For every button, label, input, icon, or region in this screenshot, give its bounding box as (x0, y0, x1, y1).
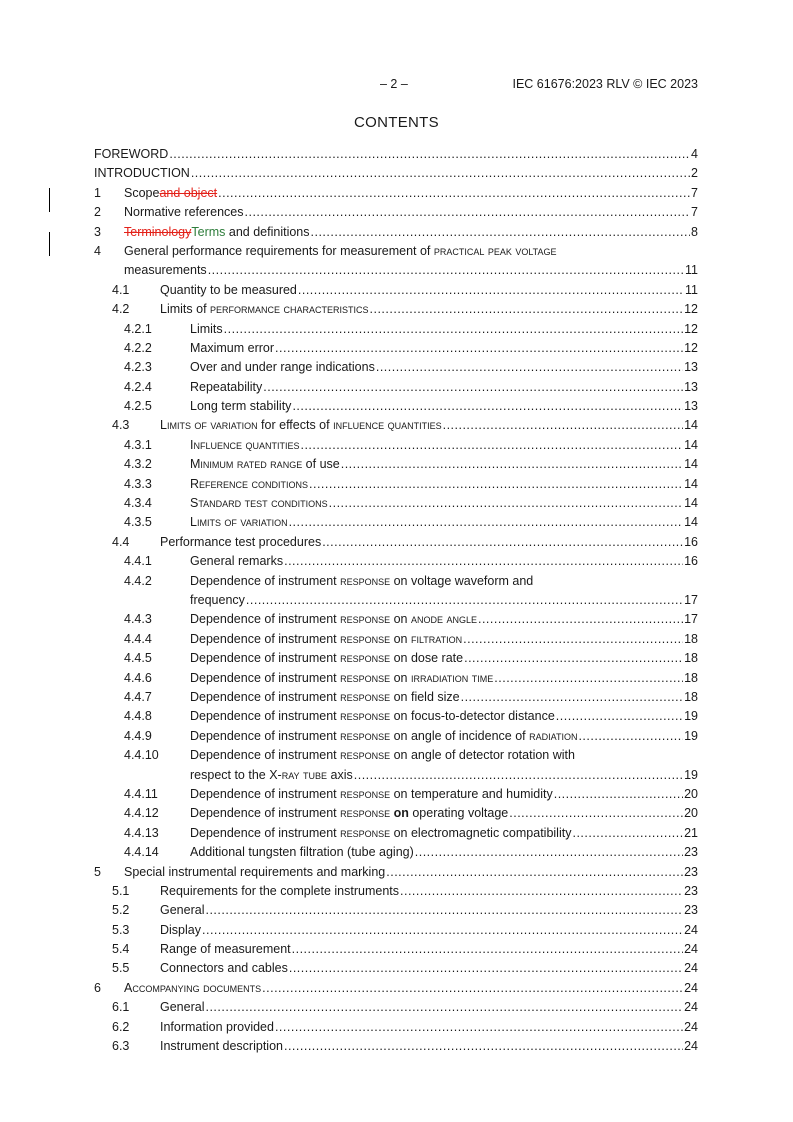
page-ref: 2 (691, 166, 698, 181)
page-ref: 7 (691, 205, 698, 220)
section-number: 4.4.3 (124, 612, 152, 627)
page-ref: 24 (684, 922, 698, 937)
page-ref: 14 (684, 476, 698, 491)
page-ref: 4 (691, 147, 698, 161)
page-ref: 11 (685, 263, 698, 278)
toc-entry-4-2-5[interactable]: 4.2.5 Long term stability ..... 13 (94, 397, 698, 416)
toc-entry-4-4-13[interactable]: 4.4.13 Dependence of instrument response on electromagnetic compatibility ..... 21 (94, 824, 698, 843)
page-ref: 12 (684, 340, 698, 355)
page-ref: 21 (684, 825, 698, 840)
section-number: 4.3.3 (124, 476, 152, 491)
section-number: 4.4.8 (124, 709, 152, 724)
section-number: 4.4.12 (124, 806, 159, 821)
toc-entry-5-5[interactable]: 5.5 Connectors and cables ..... 24 (94, 959, 698, 978)
page-ref: 11 (685, 282, 698, 297)
section-number: 4.1 (112, 282, 130, 297)
section-number: 6.3 (112, 1039, 130, 1054)
page-ref: 24 (684, 942, 698, 957)
toc-entry-4-4-8[interactable]: 4.4.8 Dependence of instrument response on focus-to-detector distance ..... 19 (94, 707, 698, 726)
page-ref: 24 (684, 980, 698, 995)
page-ref: 23 (684, 864, 698, 879)
toc-entry-4-4-4[interactable]: 4.4.4 Dependence of instrument response on filtration ..... 18 (94, 630, 698, 649)
page-ref: 12 (684, 302, 698, 317)
section-number: 5.5 (112, 961, 130, 976)
toc-entry-4-4-12[interactable]: 4.4.12 Dependence of instrument response on operating voltage ..... 20 (94, 804, 698, 823)
page-ref: 16 (684, 534, 698, 549)
page-ref: 13 (684, 379, 698, 394)
section-number: 4.4.9 (124, 728, 152, 743)
page-title: CONTENTS (354, 114, 439, 131)
section-number: 4.4.5 (124, 651, 152, 666)
section-number: 6 (94, 980, 101, 995)
toc-entry-4-4-1[interactable]: 4.4.1 General remarks ..... 16 (94, 552, 698, 571)
page-ref: 7 (691, 185, 698, 200)
page-ref: 19 (684, 709, 698, 724)
page-ref: 13 (684, 399, 698, 414)
toc-entry-4-4[interactable]: 4.4 Performance test procedures ..... 16 (94, 533, 698, 552)
section-number: 4.4.4 (124, 631, 152, 646)
toc-entry-4-4-9[interactable]: 4.4.9 Dependence of instrument response on angle of incidence of radiation ..... 19 (94, 727, 698, 746)
page-ref: 8 (691, 224, 698, 239)
page-number: – 2 – (380, 77, 408, 91)
page-ref: 20 (684, 806, 698, 821)
section-number: 1 (94, 185, 101, 200)
section-number: 4.3.2 (124, 457, 152, 472)
page-ref: 18 (684, 689, 698, 704)
toc-entry-4-2[interactable]: 4.2 Limits of performance characteristics ..... 12 (94, 300, 698, 319)
page-ref: 19 (684, 767, 698, 782)
toc-entry-4-3-4[interactable]: 4.3.4 Standard test conditions ..... 14 (94, 494, 698, 513)
toc-entry-4-4-3[interactable]: 4.4.3 Dependence of instrument response on anode angle ..... 17 (94, 610, 698, 629)
page-ref: 18 (684, 651, 698, 666)
section-number: 6.2 (112, 1019, 130, 1034)
toc-entry-5-4[interactable]: 5.4 Range of measurement ..... 24 (94, 940, 698, 959)
section-number: 4.2 (112, 302, 130, 317)
deleted-text: and object (159, 185, 218, 200)
page-ref: 24 (684, 961, 698, 976)
page-ref: 23 (684, 903, 698, 918)
toc-entry-4-2-3[interactable]: 4.2.3 Over and under range indications ..... 13 (94, 358, 698, 377)
page-ref: 14 (684, 437, 698, 452)
section-number: 4.2.4 (124, 379, 152, 394)
section-number: 4.3.5 (124, 515, 152, 530)
toc-entry-3[interactable]: 3 Terminology Terms and definitions ..... 8 (94, 223, 698, 242)
page-ref: 13 (684, 360, 698, 375)
section-number: 4.4.2 (124, 573, 152, 588)
page-ref: 16 (684, 554, 698, 569)
section-number: 6.1 (112, 1000, 130, 1015)
page-ref: 14 (684, 496, 698, 511)
toc-entry-6[interactable]: 6 Accompanying documents ..... 24 (94, 979, 698, 998)
toc-entry-4-3-2[interactable]: 4.3.2 Minimum rated range of use ..... 14 (94, 455, 698, 474)
toc-entry-4-4-6[interactable]: 4.4.6 Dependence of instrument response on irradiation time ..... 18 (94, 669, 698, 688)
page-ref: 24 (684, 1000, 698, 1015)
section-number: 4.4.11 (124, 786, 158, 801)
section-number: 4.4.13 (124, 825, 159, 840)
section-number: 5.3 (112, 922, 130, 937)
inserted-text: Terms (191, 224, 226, 239)
toc-entry-5-3[interactable]: 5.3 Display ..... 24 (94, 921, 698, 940)
section-number: 4.2.5 (124, 399, 152, 414)
toc-entry-4-3-3[interactable]: 4.3.3 Reference conditions ..... 14 (94, 475, 698, 494)
section-number: 5.2 (112, 903, 130, 918)
toc-entry-4-4-11[interactable]: 4.4.11 Dependence of instrument response on temperature and humidity ..... 20 (94, 785, 698, 804)
page-ref: 18 (684, 670, 698, 685)
change-bar (49, 188, 50, 212)
section-number: 4 (94, 243, 101, 258)
section-number: 4.3 (112, 418, 130, 433)
section-number: 5 (94, 864, 101, 879)
page-ref: 14 (684, 457, 698, 472)
document-id: IEC 61676:2023 RLV © IEC 2023 (512, 77, 698, 91)
section-number: 2 (94, 205, 101, 220)
page-ref: 14 (684, 515, 698, 530)
section-number: 4.3.4 (124, 496, 152, 511)
page-ref: 20 (684, 786, 698, 801)
toc-entry-6-2[interactable]: 6.2 Information provided ..... 24 (94, 1018, 698, 1037)
toc-entry-4-3-1[interactable]: 4.3.1 Influence quantities ..... 14 (94, 436, 698, 455)
page-ref: 23 (684, 845, 698, 860)
section-number: 4.4.14 (124, 845, 159, 860)
page-ref: 19 (684, 728, 698, 743)
toc-entry-foreword[interactable]: FOREWORD ..... 4 (94, 145, 698, 164)
page-ref: 24 (684, 1019, 698, 1034)
section-number: 4.2.2 (124, 340, 152, 355)
section-number: 5.4 (112, 942, 130, 957)
toc-entry-4-2-4[interactable]: 4.2.4 Repeatability ..... 13 (94, 378, 698, 397)
section-number: 4.4 (112, 534, 130, 549)
section-number: 5.1 (112, 883, 130, 898)
section-number: 4.2.3 (124, 360, 152, 375)
section-number: 4.4.10 (124, 748, 159, 763)
toc-entry-4-3[interactable]: 4.3 Limits of variation for effects of influence quantities ..... 14 (94, 416, 698, 435)
toc-entry-introduction[interactable]: INTRODUCTION ..... 2 (94, 164, 698, 183)
toc-entry-4-1[interactable]: 4.1 Quantity to be measured ..... 11 (94, 281, 698, 300)
page-ref: 14 (684, 418, 698, 433)
toc-entry-2[interactable]: 2 Normative references ..... 7 (94, 203, 698, 222)
section-number: 4.3.1 (124, 437, 152, 452)
page-ref: 24 (684, 1039, 698, 1054)
toc-entry-4[interactable]: 4 General performance requirements for measurement of practical peak voltage measurements ..... 11 (94, 242, 698, 281)
table-of-contents (94, 145, 698, 1056)
section-number: 4.4.7 (124, 689, 152, 704)
toc-entry-5[interactable]: 5 Special instrumental requirements and marking ..... 23 (94, 863, 698, 882)
change-bar (49, 232, 50, 256)
page-ref: 17 (684, 612, 698, 627)
toc-entry-4-2-1[interactable]: 4.2.1 Limits ..... 12 (94, 320, 698, 339)
toc-entry-5-1[interactable]: 5.1 Requirements for the complete instruments ..... 23 (94, 882, 698, 901)
section-number: 4.2.1 (124, 321, 152, 336)
page-ref: 12 (684, 321, 698, 336)
section-number: 4.4.1 (124, 554, 152, 569)
toc-entry-4-4-5[interactable]: 4.4.5 Dependence of instrument response on dose rate ..... 18 (94, 649, 698, 668)
toc-entry-4-4-10[interactable]: 4.4.10 Dependence of instrument response on angle of detector rotation with respect to the X- ray tube axis ..... 19 (94, 746, 698, 785)
deleted-text: Terminology (124, 224, 192, 239)
section-number: 3 (94, 224, 101, 239)
toc-entry-6-3[interactable]: 6.3 Instrument description ..... 24 (94, 1037, 698, 1056)
toc-entry-4-4-7[interactable]: 4.4.7 Dependence of instrument response on field size ..... 18 (94, 688, 698, 707)
toc-entry-1[interactable]: 1 Scope and object ..... 7 (94, 184, 698, 203)
toc-entry-4-3-5[interactable]: 4.3.5 Limits of variation ..... 14 (94, 513, 698, 532)
toc-entry-5-2[interactable]: 5.2 General ..... 23 (94, 901, 698, 920)
page-ref: 18 (684, 631, 698, 646)
toc-entry-4-4-14[interactable]: 4.4.14 Additional tungsten filtration (tube aging) ..... 23 (94, 843, 698, 862)
page-ref: 23 (684, 883, 698, 898)
page-ref: 17 (684, 593, 698, 607)
toc-entry-4-4-2[interactable]: 4.4.2 Dependence of instrument response on voltage waveform and frequency ..... 17 (94, 572, 698, 611)
section-number: 4.4.6 (124, 670, 152, 685)
toc-entry-4-2-2[interactable]: 4.2.2 Maximum error ..... 12 (94, 339, 698, 358)
toc-entry-6-1[interactable]: 6.1 General ..... 24 (94, 998, 698, 1017)
